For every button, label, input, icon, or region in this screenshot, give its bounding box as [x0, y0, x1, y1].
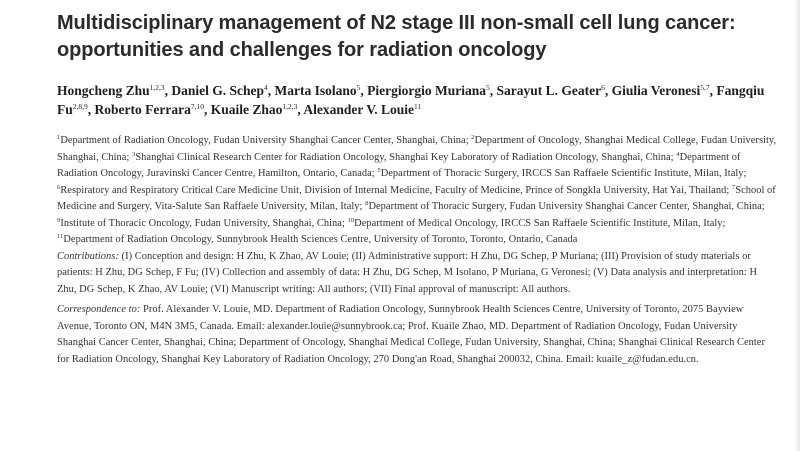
affiliation-text: Department of Radiation Oncology, Fudan University Shanghai Cancer Center, Shanghai, China; [60, 135, 472, 146]
author-name: Roberto Ferrara [94, 102, 191, 117]
author-separator: , [203, 102, 211, 117]
contributions-text: (I) Conception and design: H Zhu, K Zhao, AV Louie; (II) Administrative support: H Zhu, DG Schep, P Muriana; (III) Provision of study materials or patients: H Zhu, DG Schep, F Fu; (IV) Collection and assembly of data: H Zhu, DG Schep, M Isolano, P Muriana, G Veronesi; (V) Data analysis and interpretation: H Zhu, DG Schep, K Zhao, AV Louie; (VI) Manuscript writing: All authors; (VII) Final approval of manuscript: All authors. [57, 250, 758, 295]
correspondence-text: Prof. Alexander V. Louie, MD. Department of Radiation Oncology, Sunnybrook Health Sciences Centre, University of Toronto, 2075 Bayview Avenue, Toronto ON, M4N 3M5, Canada. Email: alexander.louie@sunnybrook.ca; Prof. Kuaile Zhao, MD. Department of Radiation Oncology, Fudan University Shanghai Cancer Center, Shanghai, China; Department of Oncology, Shanghai Medical College, Fudan University, Shanghai, China; Shanghai Clinical Research Center for Radiation Oncology, Shanghai Key Laboratory of Radiation Oncology, 270 Dong'an Road, Shanghai 200032, China. Email: kuaile_z@fudan.edu.cn. [57, 304, 765, 365]
affiliation-text: Institute of Thoracic Oncology, Fudan University, Shanghai, China; [60, 217, 348, 229]
affiliation-text: Department of Medical Oncology, IRCCS San Raffaele Scientific Institute, Milan, Italy; [354, 217, 726, 229]
affiliation-text: Department of Radiation Oncology, Juravinski Cancer Centre, Hamilton, Ontario, Canada; [57, 151, 741, 179]
affiliation-text: Department of Radiation Oncology, Sunnybrook Health Sciences Centre, University of Toronto, Toronto, Ontario, Canada [63, 234, 578, 245]
author-list [57, 81, 778, 119]
author-separator: , [709, 83, 717, 98]
author-affiliation-ref: 1,2,3 [149, 83, 165, 92]
affiliation-number: 10 [347, 216, 355, 224]
author-affiliation-ref: 4 [264, 83, 268, 92]
author-name: Giulia Veronesi [611, 83, 701, 98]
affiliation-text: Respiratory and Respiratory Critical Care Medicine Unit, Division of Internal Medicine, Faculty of Medicine, Prince of Songkla University, Hat Yai, Thailand; [60, 184, 732, 196]
contributions-label: Contributions: [57, 250, 119, 262]
author-separator: , [267, 83, 275, 98]
paper-title: Multidisciplinary management of N2 stage III non-small cell lung cancer: opportunities and challenges for radiation oncology [57, 12, 736, 61]
author-separator: , [164, 83, 172, 98]
author-separator: , [604, 83, 612, 98]
page-edge-shadow [794, 0, 800, 451]
author-affiliation-ref: 6 [601, 83, 605, 92]
author-name: Fangqiu Fu [57, 83, 765, 117]
affiliation-text: Department of Thoracic Surgery, Fudan University Shanghai Cancer Center, Shanghai, China; [368, 201, 765, 212]
affiliation-number: 8 [365, 200, 369, 207]
author-name: Hongcheng Zhu [57, 83, 150, 98]
affiliation-number: 3 [132, 150, 136, 158]
affiliation-number: 4 [676, 150, 680, 158]
author-separator: , [87, 102, 95, 117]
affiliation-number: 9 [57, 216, 61, 224]
author-separator: , [297, 102, 304, 117]
author-affiliation-ref: 5,7 [700, 83, 710, 92]
author-affiliation-ref: 2,8,9 [72, 102, 88, 111]
author-affiliation-ref: 11 [414, 102, 422, 111]
author-affiliation-ref: 5 [356, 83, 361, 92]
author-affiliation-ref: 7,10 [190, 102, 204, 111]
author-name: Kuaile Zhao [210, 102, 283, 117]
author-separator: , [489, 83, 497, 98]
author-affiliation-ref: 5 [486, 83, 490, 92]
affiliation-number: 6 [57, 183, 61, 191]
affiliation-list [57, 133, 778, 249]
correspondence-label: Correspondence to: [57, 304, 141, 315]
affiliation-number: 1 [57, 134, 61, 141]
affiliation-number: 5 [377, 167, 381, 174]
affiliation-number: 2 [471, 134, 475, 141]
affiliation-number: 7 [731, 183, 736, 191]
author-name: Alexander V. Louie [303, 102, 415, 117]
author-name: Piergiorgio Muriana [367, 83, 487, 98]
author-name: Daniel G. Schep [171, 83, 265, 98]
author-separator: , [360, 83, 368, 98]
affiliation-text: Shanghai Clinical Research Center for Radiation Oncology, Shanghai Key Laboratory of Radiation Oncology, Shanghai, China; [135, 151, 677, 163]
author-name: Sarayut L. Geater [496, 83, 602, 98]
author-affiliation-ref: 1,2,3 [282, 102, 298, 111]
author-name: Marta Isolano [274, 83, 357, 98]
affiliation-text: Department of Thoracic Surgery, IRCCS San Raffaele Scientific Institute, Milan, Italy; [380, 168, 747, 179]
affiliation-text: Department of Oncology, Shanghai Medical College, Fudan University, Shanghai, China; [57, 135, 777, 163]
affiliation-number: 11 [57, 233, 64, 240]
affiliation-text: School of Medicine and Surgery, Vita-Salute San Raffaele University, Milan, Italy; [57, 184, 776, 212]
contributions-section [57, 249, 778, 299]
correspondence-section [57, 302, 778, 368]
